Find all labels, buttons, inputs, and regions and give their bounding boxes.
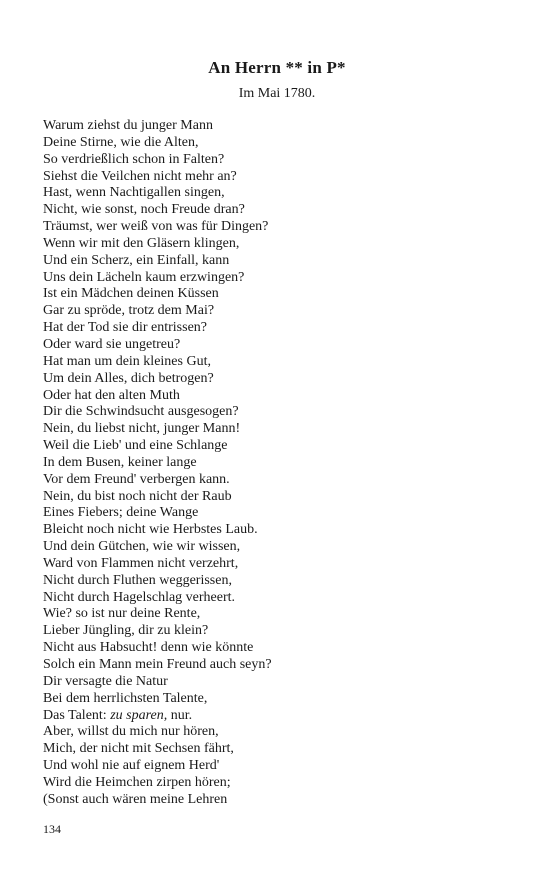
poem-line-text: (Sonst auch wären meine Lehren — [43, 791, 228, 807]
poem-line — [43, 185, 523, 202]
poem-dateline — [0, 86, 550, 102]
poem-line-text: Nein, du bist noch nicht der Raub — [43, 488, 232, 504]
poem-line-text: Dir versagte die Natur — [43, 673, 168, 689]
poem-line-text-after: nur. — [167, 707, 193, 723]
poem-line — [43, 522, 523, 539]
poem-line — [43, 623, 523, 640]
poem-line-text: Deine Stirne, wie die Alten, — [43, 134, 199, 150]
poem-line-text: Nein, du liebst nicht, junger Mann! — [43, 421, 241, 437]
poem-line — [43, 118, 523, 135]
poem-body — [43, 118, 523, 809]
poem-line-text: Dir die Schwindsucht ausgesogen? — [43, 404, 239, 420]
poem-line — [43, 724, 523, 741]
poem-line — [43, 253, 523, 270]
poem-line — [43, 152, 523, 169]
poem-line — [43, 472, 523, 489]
poem-line — [43, 691, 523, 708]
poem-line — [43, 590, 523, 607]
poem-line — [43, 219, 523, 236]
poem-line-text: Aber, willst du mich nur hören, — [43, 724, 219, 740]
poem-line-text: Warum ziehst du junger Mann — [43, 118, 213, 133]
poem-line-text: In dem Busen, keiner lange — [43, 454, 197, 470]
poem-line-text: Ist ein Mädchen deinen Küssen — [43, 286, 219, 302]
poem-line — [43, 303, 523, 320]
poem-line-text: Eines Fiebers; deine Wange — [43, 505, 199, 521]
poem-line-text: Träumst, wer weiß von was für Dingen? — [43, 219, 269, 235]
poem-line-text: Vor dem Freund' verbergen kann. — [43, 471, 230, 487]
poem-line-text: Oder hat den alten Muth — [43, 387, 180, 403]
poem-line-text: Das Talent: — [43, 707, 111, 723]
poem-line — [43, 489, 523, 506]
poem-line-text: Und ein Scherz, ein Einfall, kann — [43, 252, 230, 268]
poem-line-text: Lieber Jüngling, dir zu klein? — [43, 623, 209, 639]
poem-line — [43, 455, 523, 472]
poem-line — [43, 421, 523, 438]
poem-line-text: So verdrießlich schon in Falten? — [43, 151, 225, 167]
poem-title-text: An Herrn ** in P* — [208, 58, 346, 77]
poem-line-text: Nicht, wie sonst, noch Freude dran? — [43, 202, 245, 218]
poem-line-text: Hat der Tod sie dir entrissen? — [43, 320, 207, 336]
poem-line — [43, 202, 523, 219]
poem-line — [43, 573, 523, 590]
poem-line — [43, 388, 523, 405]
poem-line — [43, 758, 523, 775]
poem-line-text: Ward von Flammen nicht verzehrt, — [43, 555, 239, 571]
poem-line — [43, 270, 523, 287]
poem-line — [43, 640, 523, 657]
poem-line-text: Und wohl nie auf eignem Herd' — [43, 758, 220, 774]
poem-line — [43, 505, 523, 522]
poem-line — [43, 371, 523, 388]
poem-line — [43, 708, 523, 725]
poem-line — [43, 135, 523, 152]
poem-line — [43, 775, 523, 792]
poem-line-text: Um dein Alles, dich betrogen? — [43, 370, 214, 386]
poem-line-text: Gar zu spröde, trotz dem Mai? — [43, 303, 215, 319]
poem-line-text: Solch ein Mann mein Freund auch seyn? — [43, 657, 272, 672]
poem-line-text: Hast, wenn Nachtigallen singen, — [43, 185, 225, 201]
poem-line — [43, 337, 523, 354]
poem-line — [43, 169, 523, 186]
poem-line-text: Wenn wir mit den Gläsern klingen, — [43, 235, 240, 251]
poem-title — [0, 58, 550, 78]
poem-line — [43, 792, 523, 809]
poem-line — [43, 320, 523, 337]
poem-line — [43, 286, 523, 303]
poem-line-text: Wird die Heimchen zirpen hören; — [43, 774, 231, 790]
poem-line-text: Uns dein Lächeln kaum erzwingen? — [43, 269, 245, 285]
poem-line — [43, 606, 523, 623]
poem-line-text: Weil die Lieb' und eine Schlange — [43, 438, 228, 454]
poem-dateline-text: Im Mai 1780. — [238, 86, 316, 101]
poem-line-text: Hat man um dein kleines Gut, — [43, 353, 211, 369]
poem-line-text: Nicht durch Fluthen weggerissen, — [43, 572, 232, 588]
poem-line-text: Siehst die Veilchen nicht mehr an? — [43, 168, 237, 184]
poem-line-text: Bleicht noch nicht wie Herbstes Laub. — [43, 522, 258, 538]
poem-line-emphasis: zu sparen, — [110, 707, 168, 723]
poem-line — [43, 674, 523, 691]
poem-line — [43, 556, 523, 573]
poem-line-text: Und dein Gütchen, wie wir wissen, — [43, 539, 241, 555]
poem-line — [43, 741, 523, 758]
poem-line-text: Oder ward sie ungetreu? — [43, 336, 181, 352]
poem-line — [43, 236, 523, 253]
page-number: 134 — [43, 822, 61, 836]
poem-line-text: Wie? so ist nur deine Rente, — [43, 606, 201, 622]
poem-line-text: Nicht durch Hagelschlag verheert. — [43, 589, 236, 605]
poem-line — [43, 657, 523, 674]
poem-line — [43, 438, 523, 455]
poem-line — [43, 354, 523, 371]
poem-line — [43, 404, 523, 421]
poem-line — [43, 539, 523, 556]
poem-line-text: Bei dem herrlichsten Talente, — [43, 690, 208, 706]
poem-line-text: Mich, der nicht mit Sechsen fährt, — [43, 741, 234, 757]
poem-line-text: Nicht aus Habsucht! denn wie könnte — [43, 640, 254, 656]
